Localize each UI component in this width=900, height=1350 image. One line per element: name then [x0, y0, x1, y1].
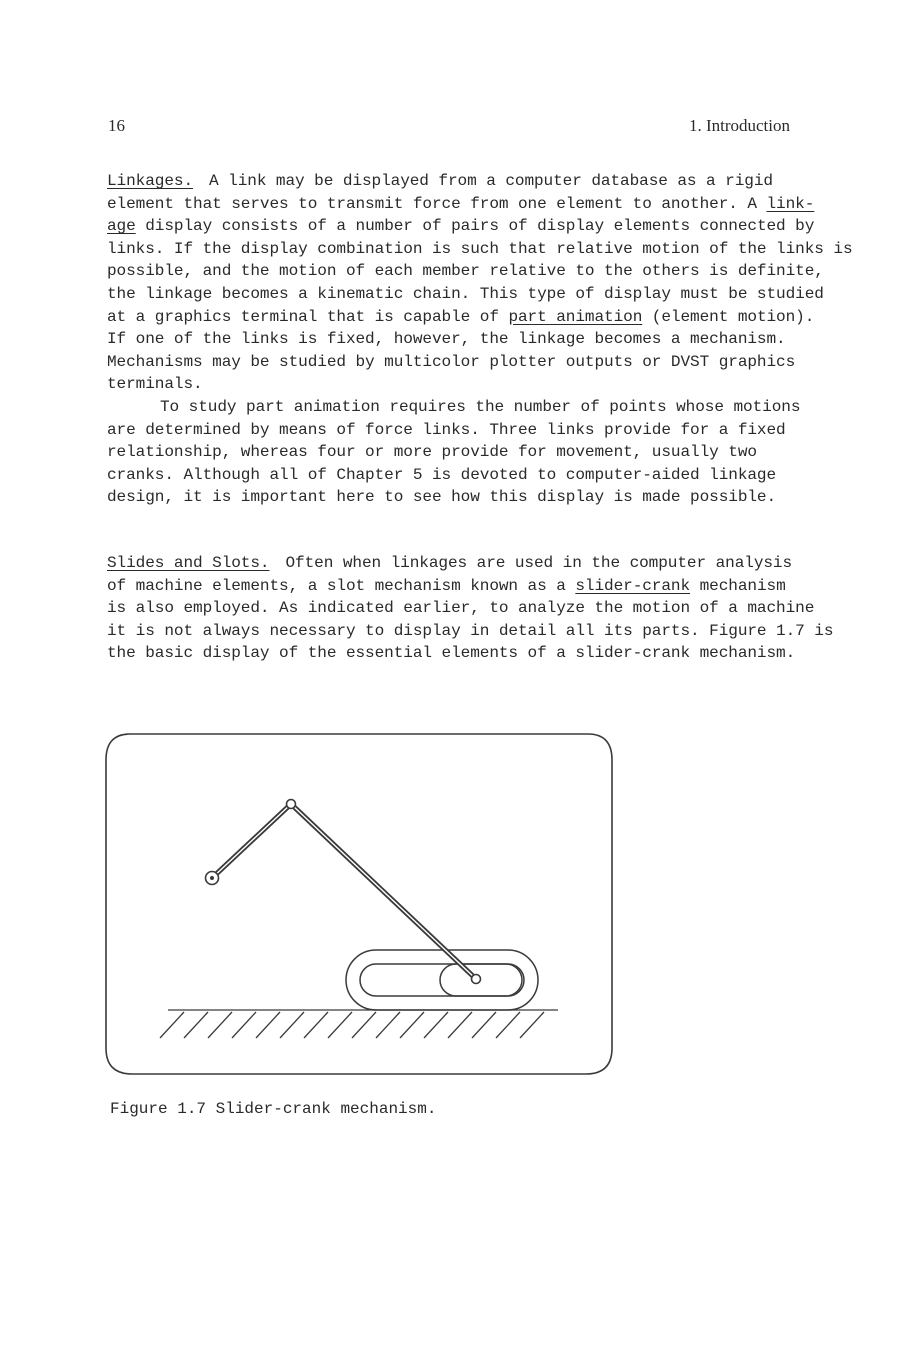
connecting-rod — [291, 804, 476, 979]
figure-caption: Figure 1.7 Slider-crank mechanism. — [110, 1100, 437, 1118]
text-span: (element motion). — [642, 307, 815, 326]
text-line — [107, 215, 815, 238]
text-line: are determined by means of force links. Three links provide for a fixed — [107, 420, 786, 439]
text-line — [107, 170, 807, 193]
term-linkage-part2: age — [107, 217, 136, 236]
crank-link — [212, 804, 291, 878]
text-span: element that serves to transmit force from one element to another. A — [107, 194, 767, 213]
text-line: possible, and the motion of each member relative to the others is definite, — [107, 262, 824, 281]
slot-guide-inner — [360, 964, 524, 996]
term-linkage-part1: link- — [766, 194, 815, 213]
text-span: at a graphics terminal that is capable of — [107, 307, 509, 326]
text-line: links. If the display combination is such that relative motion of the links is — [107, 239, 853, 258]
display-screen-frame — [106, 734, 612, 1074]
text-line: To study part animation requires the number of points whose motions — [160, 398, 801, 416]
slider-pin — [472, 975, 481, 984]
paragraph-linkages — [107, 170, 853, 396]
text-line: design, it is important here to see how this display is made possible. — [107, 488, 777, 507]
term-slider-crank: slider-crank — [575, 576, 691, 595]
paragraph-slides-and-slots — [107, 552, 834, 665]
running-head: 1. Introduction — [688, 116, 790, 135]
term-part-animation: part animation — [508, 307, 643, 326]
text-line: If one of the links is fixed, however, the linkage becomes a mechanism. — [107, 330, 786, 349]
section-heading-slides-and-slots: Slides and Slots. — [107, 554, 270, 572]
ground-hatching — [160, 1010, 558, 1038]
text-line — [107, 552, 807, 575]
text-line — [107, 575, 807, 598]
text-span: Often when linkages are used in the computer analysis — [285, 554, 793, 572]
text-span: A link may be displayed from a computer database as a rigid — [209, 172, 773, 190]
text-line: terminals. — [107, 375, 203, 394]
paragraph-part-animation — [107, 396, 807, 509]
section-heading-linkages: Linkages. — [107, 172, 194, 190]
slider-crank-figure — [104, 732, 614, 1078]
text-line: the linkage becomes a kinematic chain. This type of display must be studied — [107, 284, 824, 303]
crank-joint — [287, 800, 296, 809]
text-line: cranks. Although all of Chapter 5 is devoted to computer-aided linkage — [107, 465, 777, 484]
text-line — [107, 306, 815, 329]
text-span: mechanism — [690, 576, 786, 595]
text-line: the basic display of the essential elements of a slider-crank mechanism. — [107, 644, 796, 663]
slider-crank-diagram — [104, 732, 614, 1078]
text-span: of machine elements, a slot mechanism known as a — [107, 576, 576, 595]
text-line: is also employed. As indicated earlier, to analyze the motion of a machine — [107, 599, 815, 618]
slot-guide-outer — [346, 950, 538, 1010]
text-line — [107, 193, 815, 216]
text-line: it is not always necessary to display in detail all its parts. Figure 1.7 is — [107, 621, 834, 640]
hatch-marks — [160, 1012, 544, 1038]
text-span: display consists of a number of pairs of display elements connected by — [135, 217, 815, 236]
fixed-pivot — [206, 872, 219, 885]
page-number: 16 — [108, 116, 125, 135]
text-line: relationship, whereas four or more provide for movement, usually two — [107, 443, 757, 462]
text-line: Mechanisms may be studied by multicolor plotter outputs or DVST graphics — [107, 352, 796, 371]
